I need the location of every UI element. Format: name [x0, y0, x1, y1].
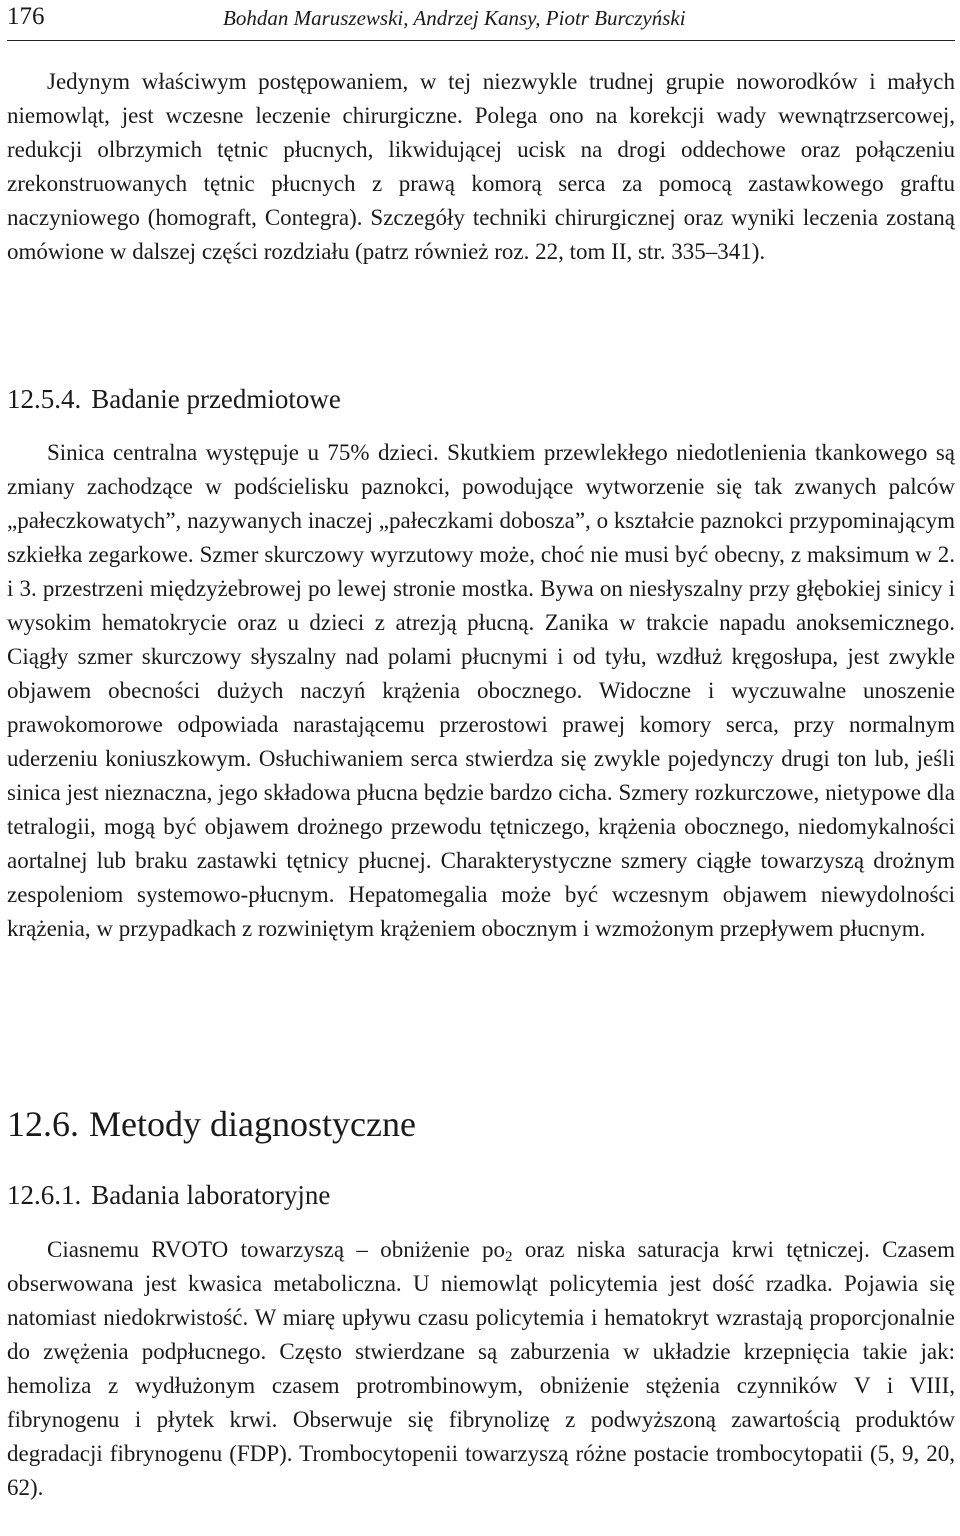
section-title: Badania laboratoryjne: [91, 1180, 331, 1210]
section-title: Badanie przedmiotowe: [91, 384, 341, 414]
section-12-5-4-paragraph: Sinica centralna występuje u 75% dzieci. Skutkiem przewlekłego niedotlenienia tkankowego są zmiany zachodzące w podścielisku paznokci, powodujące wytworzenie się tak zwanych palców „pałeczkowatych”, nazywanych inaczej „pałeczkami dobosza”, o kształcie paznokci przypominającym szkiełka zegarkowe. Szmer skurczowy wyrzutowy może, choć nie musi być obecny, z maksimum w 2. i 3. przestrzeni międzyżebrowej po lewej stronie mostka. Bywa on niesłyszalny przy głębokiej sinicy i wysokim hematokrycie oraz u dzieci z atrezją płucną. Zanika w trakcie napadu anoksemicznego. Ciągły szmer skurczowy słyszalny nad polami płucnymi i od tyłu, wzdłuż kręgosłupa, jest zwykle objawem obecności dużych naczyń krążenia obocznego. Widoczne i wyczuwalne unoszenie prawokomorowe odpowiada narastającemu przerostowi prawej komory serca, przy normalnym uderzeniu koniuszkowym. Osłuchiwaniem serca stwierdza się zwykle pojedynczy drugi ton lub, jeśli sinica jest nieznaczna, jego składowa płucna będzie bardzo cicha. Szmery rozkurczowe, nietypowe dla tetralogii, mogą być objawem drożnego przewodu tętniczego, krążenia obocznego, niedomykalności aortalnej lub braku zastawki tętnicy płucnej. Charakterystyczne szmery ciągłe towarzyszą drożnym zespoleniom systemowo-płucnym. Hepatomegalia może być wczesnym objawem niewydolności krążenia, w przypadkach z rozwiniętym krążeniem obocznym i wzmożonym przepływem płucnym.: [7, 440, 955, 941]
paragraph-text-start: Ciasnemu RVOTO towarzyszą – obniżenie po: [47, 1237, 505, 1262]
paragraph-text-end: oraz niska saturacja krwi tętniczej. Czasem obserwowana jest kwasica metaboliczna. U niemowląt policytemia jest dość rzadka. Pojawia się natomiast niedokrwistość. W miarę upływu czasu policytemia i hematokryt wzrastają proporcjonalnie do zwężenia podpłucnego. Często stwierdzane są zaburzenia w układzie krzepnięcia takie jak: hemoliza z wydłużonym czasem protrombinowym, obniżenie stężenia czynników V i VIII, fibrynogenu i płytek krwi. Obserwuje się fibrynolizę z podwyższoną zawartością produktów degradacji fibrynogenu (FDP). Trombocytopenii towarzyszą różne postacie trombocytopatii (5, 9, 20, 62).: [7, 1237, 955, 1500]
page-number: 176: [7, 3, 45, 30]
section-heading-12-6-1: [7, 1180, 330, 1211]
section-heading-12-5-4: [7, 384, 341, 415]
running-header: [7, 0, 955, 41]
subscript-two: 2: [505, 1249, 513, 1265]
section-number: 12.5.4.: [7, 384, 82, 414]
section-heading-12-6: [7, 1103, 416, 1145]
running-head-authors: Bohdan Maruszewski, Andrzej Kansy, Piotr Burczyński: [223, 6, 686, 30]
intro-paragraph: Jedynym właściwym postępowaniem, w tej niezwykle trudnej grupie noworodków i małych niemowląt, jest wczesne leczenie chirurgiczne. Polega ono na korekcji wady wewnątrzsercowej, redukcji olbrzymich tętnic płucnych, likwidującej ucisk na drogi oddechowe oraz połączeniu zrekonstruowanych tętnic płucnych z prawą komorą serca za pomocą zastawkowego graftu naczyniowego (homograft, Contegra). Szczegóły techniki chirurgicznej oraz wyniki leczenia zostaną omówione w dalszej części rozdziału (patrz również roz. 22, tom II, str. 335–341).: [7, 69, 955, 264]
section-12-6-1-paragraph: [7, 1233, 955, 1505]
document-page: [7, 0, 955, 1536]
section-title: Metody diagnostyczne: [89, 1104, 416, 1144]
section-number: 12.6.: [7, 1104, 79, 1144]
section-number: 12.6.1.: [7, 1180, 82, 1210]
